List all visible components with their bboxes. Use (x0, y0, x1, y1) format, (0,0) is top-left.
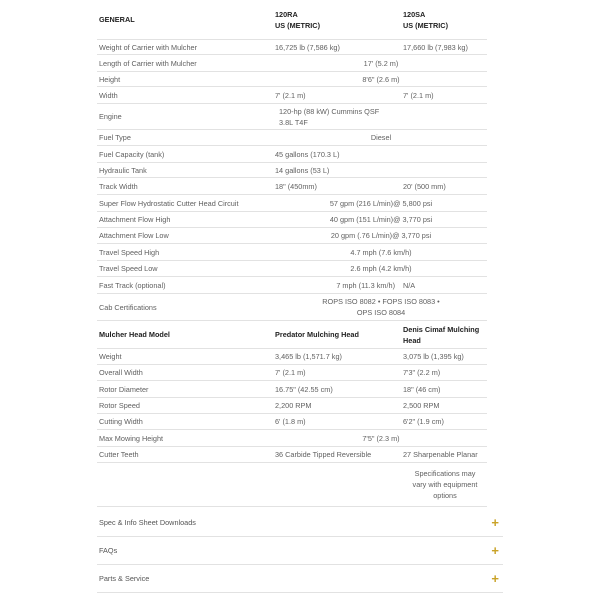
cell-line: Head (403, 335, 421, 345)
accordion-label: Parts & Service (99, 574, 150, 583)
spec-row (97, 163, 487, 178)
mulcher-heading: Mulcher Head Model (99, 330, 170, 339)
mulcher-value-b: 2,500 RPM (403, 401, 440, 410)
spec-value-a: 45 gallons (170.3 L) (275, 149, 340, 159)
accordion-label: Spec & Info Sheet Downloads (99, 518, 196, 527)
spec-label: Weight of Carrier with Mulcher (99, 42, 197, 52)
mulcher-value-a: 16.75" (42.55 cm) (275, 384, 333, 394)
mulcher-label: Overall Width (99, 368, 143, 377)
cell-line: Denis Cimaf Mulching (403, 324, 480, 334)
spec-row (97, 40, 487, 55)
mulcher-label: Rotor Speed (99, 401, 140, 410)
spec-value-a: 7' (2.1 m) (275, 90, 306, 100)
mulcher-row (97, 365, 487, 381)
spec-row (97, 244, 487, 261)
spec-value-a: 14 gallons (53 L) (275, 165, 330, 175)
spec-table (97, 0, 487, 507)
spec-row (97, 228, 487, 244)
spec-value-span: 20 gpm (.76 L/min)@ 3,770 psi (330, 231, 432, 240)
spec-row (97, 178, 487, 195)
cell-line: 120-hp (88 kW) Cummins QSF (279, 106, 380, 116)
spec-value-span: 7 mph (11.3 km/h) (336, 280, 395, 290)
spec-row (97, 87, 487, 104)
spec-label: Travel Speed Low (99, 264, 158, 273)
accordion-spec-downloads[interactable] (97, 509, 503, 537)
plus-icon[interactable]: + (491, 543, 499, 558)
accordion-parts-service[interactable] (97, 565, 503, 593)
spec-label: Fuel Type (99, 133, 131, 142)
cell-line: Specifications may (414, 469, 476, 478)
mulcher-label: Rotor Diameter (99, 384, 149, 394)
spec-row (97, 195, 487, 212)
spec-value-span: 8'6" (2.6 m) (362, 74, 400, 84)
spec-label: Super Flow Hydrostatic Cutter Head Circuit (99, 198, 239, 208)
mulcher-header-row (97, 321, 487, 349)
spec-label: Cab Certifications (99, 302, 157, 312)
mulcher-value-a: 6' (1.8 m) (275, 417, 306, 426)
column-header-120sa (403, 9, 487, 31)
mulcher-label: Weight (99, 352, 122, 361)
spec-label: Attachment Flow Low (99, 231, 169, 240)
spec-row (97, 55, 487, 72)
cell-line: US (METRIC) (275, 20, 320, 30)
cell-line: OPS ISO 8084 (356, 308, 406, 317)
cell-line: vary with equipment (412, 480, 478, 489)
mulcher-label: Max Mowing Height (99, 433, 164, 443)
spec-label: Track Width (99, 181, 138, 191)
specifications-note (403, 468, 487, 501)
column-header-120ra (275, 9, 403, 31)
mulcher-row (97, 430, 487, 447)
mulcher-value-span: 7'5" (2.3 m) (362, 433, 400, 443)
spec-value-a: 18" (450mm) (275, 181, 317, 191)
spec-value-b: 17,660 lb (7,983 kg) (403, 42, 468, 52)
spec-value-b: 7' (2.1 m) (403, 90, 434, 100)
mulcher-label: Cutting Width (99, 417, 143, 426)
spec-value-span: Diesel (370, 133, 392, 142)
spec-value-span: 40 gpm (151 L/min)@ 3,770 psi (329, 215, 433, 224)
spec-label: Fuel Capacity (tank) (99, 149, 165, 159)
spec-row (97, 212, 487, 228)
cell-line: ROPS ISO 8082 • FOPS ISO 8083 • (322, 297, 440, 306)
spec-row (97, 146, 487, 163)
spec-value-span: 17' (5.2 m) (363, 58, 399, 68)
mulcher-value-b: 3,075 lb (1,395 kg) (403, 352, 464, 361)
mulcher-label: Cutter Teeth (99, 450, 139, 459)
spec-table-container (97, 0, 487, 507)
mulcher-row (97, 414, 487, 430)
accordion-list (97, 509, 503, 593)
cell-line: options (433, 491, 457, 500)
spec-row (97, 104, 487, 130)
cell-line: 120RA (275, 9, 298, 19)
mulcher-value-a: 7' (2.1 m) (275, 368, 306, 377)
mulcher-value-a: 3,465 lb (1,571.7 kg) (275, 352, 342, 361)
spec-note-row (97, 463, 487, 507)
spec-row (97, 277, 487, 294)
spec-value-span: 2.6 mph (4.2 km/h) (350, 264, 412, 273)
spec-label: Hydraulic Tank (99, 165, 147, 175)
cell-line: 3.8L T4F (279, 117, 308, 127)
spec-label: Attachment Flow High (99, 215, 171, 224)
spec-value-span: 4.7 mph (7.6 km/h) (350, 247, 412, 257)
spec-label: Travel Speed High (99, 247, 160, 257)
plus-icon[interactable]: + (491, 515, 499, 530)
spec-value-b: N/A (403, 280, 416, 290)
mulcher-value-a: 2,200 RPM (275, 401, 312, 410)
spec-label: Length of Carrier with Mulcher (99, 58, 197, 68)
mulcher-value-b: 27 Sharpenable Planar (403, 450, 478, 459)
spec-value-span: 57 gpm (216 L/min)@ 5,800 psi (329, 198, 433, 208)
mulcher-column-predator: Predator Mulching Head (275, 329, 359, 339)
spec-label: Width (99, 90, 118, 100)
spec-value-b: 20' (500 mm) (403, 181, 446, 191)
accordion-label: FAQs (99, 546, 118, 555)
cell-line: 120SA (403, 9, 426, 19)
spec-row (97, 72, 487, 87)
spec-row (97, 261, 487, 277)
spec-row (97, 294, 487, 321)
mulcher-column-denis-cimaf (403, 324, 487, 346)
spec-value-a: 16,725 lb (7,586 kg) (275, 42, 340, 52)
mulcher-row (97, 398, 487, 414)
spec-label: Fast Track (optional) (99, 280, 166, 290)
spec-value-span (275, 106, 487, 128)
general-heading: GENERAL (99, 15, 135, 24)
spec-label: Height (99, 74, 121, 84)
general-header-row (97, 0, 487, 40)
plus-icon[interactable]: + (491, 571, 499, 586)
accordion-faqs[interactable] (97, 537, 503, 565)
mulcher-row (97, 381, 487, 398)
mulcher-row (97, 447, 487, 463)
cell-line: US (METRIC) (403, 20, 448, 30)
mulcher-value-b: 7'3" (2.2 m) (403, 368, 441, 377)
spec-value-span (275, 296, 487, 318)
mulcher-value-b: 6'2" (1.9 cm) (403, 417, 444, 426)
spec-row (97, 130, 487, 146)
mulcher-row (97, 349, 487, 365)
mulcher-value-b: 18" (46 cm) (403, 384, 441, 394)
mulcher-value-a: 36 Carbide Tipped Reversible (275, 450, 372, 459)
spec-label: Engine (99, 112, 122, 121)
